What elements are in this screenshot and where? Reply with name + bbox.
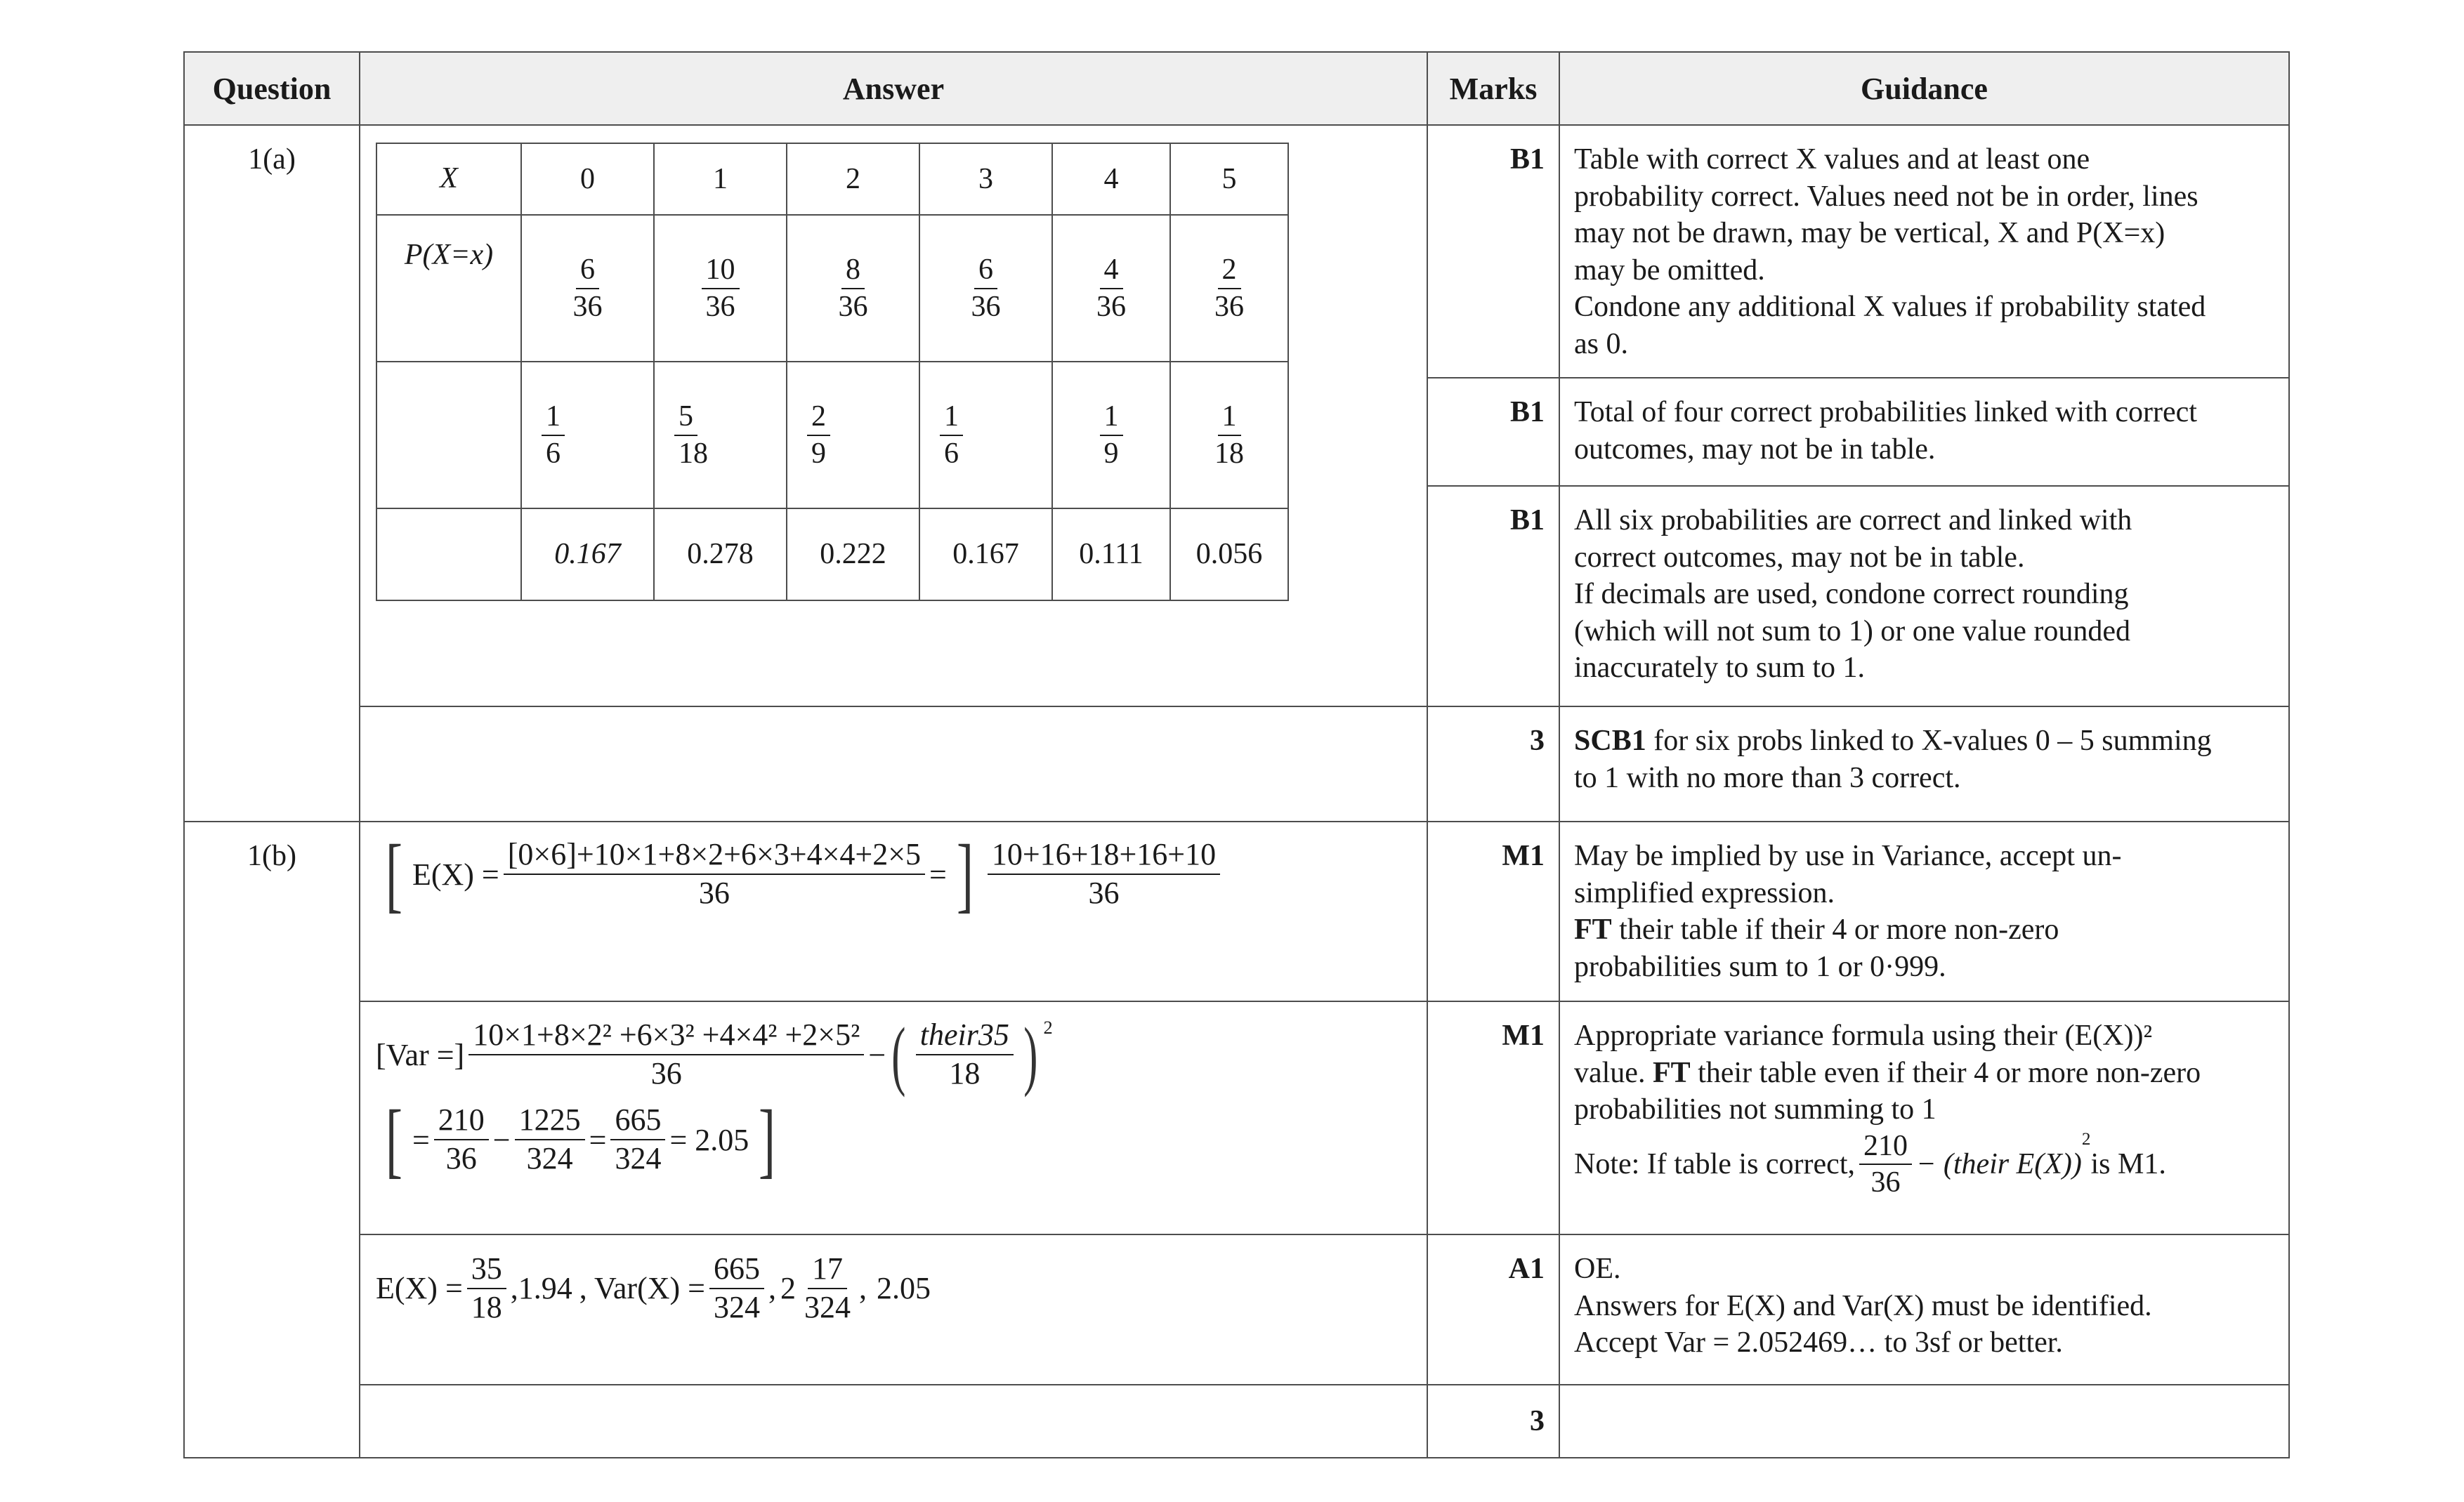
question-label-1a: 1(a) bbox=[184, 125, 360, 822]
question-label-1b: 1(b) bbox=[184, 822, 360, 1458]
decimal-cell: 0.111 bbox=[1052, 508, 1170, 600]
note-label: Note: If table is correct, bbox=[1574, 1147, 1855, 1180]
close-bracket: ] bbox=[956, 827, 974, 921]
numerator: 1 bbox=[1100, 399, 1123, 435]
decimal-cell: 0.278 bbox=[654, 508, 787, 600]
numerator: 2 bbox=[1218, 252, 1241, 289]
equals: = bbox=[589, 1122, 607, 1157]
prob-cell bbox=[654, 215, 787, 362]
prob-cell bbox=[1052, 215, 1170, 362]
guidance-1b-3 bbox=[1559, 1234, 2289, 1385]
mark-m1: M1 bbox=[1427, 1001, 1559, 1234]
guidance-line: as 0. bbox=[1574, 327, 1628, 360]
text: value. bbox=[1574, 1056, 1653, 1089]
ex-fraction bbox=[504, 836, 925, 912]
numerator: 35 bbox=[467, 1251, 506, 1289]
q1b-row-1 bbox=[184, 822, 2289, 1001]
prob-cell bbox=[521, 362, 654, 508]
var-expression bbox=[376, 1012, 1411, 1098]
ft-label: FT bbox=[1652, 1056, 1691, 1089]
guidance-line bbox=[1574, 723, 2274, 760]
prob-decimal-row bbox=[376, 508, 1288, 600]
guidance-line: Accept Var = 2.052469… to 3sf or better. bbox=[1574, 1326, 2063, 1359]
prob-cell bbox=[787, 362, 919, 508]
q1b-row-3 bbox=[184, 1234, 2289, 1385]
guidance-1b-1 bbox=[1559, 822, 2289, 1001]
numerator: 6 bbox=[576, 252, 599, 289]
ft-label: FT bbox=[1574, 914, 1612, 946]
numerator: 4 bbox=[1100, 252, 1123, 289]
prob-36-row bbox=[376, 215, 1288, 362]
var-result: = 2.05 bbox=[669, 1122, 749, 1157]
mark-b1: B1 bbox=[1427, 378, 1559, 486]
x-value: 3 bbox=[919, 143, 1052, 215]
comma: , bbox=[858, 1271, 867, 1306]
guidance-1a-4 bbox=[1559, 706, 2289, 822]
denominator: 324 bbox=[526, 1141, 573, 1175]
guidance-1a-1 bbox=[1559, 125, 2289, 378]
final-expression bbox=[376, 1251, 1411, 1326]
guidance-line: Total of four correct probabilities linked with correct bbox=[1574, 396, 2197, 428]
empty-guidance bbox=[1559, 1385, 2289, 1458]
guidance-line: correct outcomes, may not be in table. bbox=[1574, 541, 2025, 574]
open-paren: ( bbox=[891, 1012, 906, 1098]
denominator: 9 bbox=[1103, 437, 1119, 470]
p-label: P(X=x) bbox=[376, 215, 521, 362]
guidance-line: to 1 with no more than 3 correct. bbox=[1574, 761, 1961, 794]
mark-total: 3 bbox=[1427, 1385, 1559, 1458]
numerator: [0×6]+10×1+8×2+6×3+4×4+2×5 bbox=[504, 836, 925, 875]
denominator: 6 bbox=[944, 437, 959, 470]
numerator: 1 bbox=[542, 399, 565, 435]
prob-cell bbox=[1052, 362, 1170, 508]
mark-m1: M1 bbox=[1427, 822, 1559, 1001]
empty-answer bbox=[360, 706, 1427, 822]
x-row bbox=[376, 143, 1288, 215]
numerator: 210 bbox=[1859, 1128, 1912, 1165]
numerator: 210 bbox=[434, 1102, 489, 1140]
blank-label bbox=[376, 362, 521, 508]
fraction bbox=[515, 1102, 585, 1178]
x-value: 2 bbox=[787, 143, 919, 215]
denominator: 324 bbox=[804, 1289, 851, 1324]
numerator: 17 bbox=[808, 1251, 847, 1289]
denominator: 18 bbox=[949, 1056, 981, 1091]
denominator: 36 bbox=[1088, 876, 1120, 910]
denominator: 6 bbox=[546, 437, 561, 470]
denominator: 18 bbox=[679, 437, 708, 470]
denominator: 36 bbox=[838, 290, 868, 323]
mark-total: 3 bbox=[1427, 706, 1559, 822]
denominator: 9 bbox=[811, 437, 826, 470]
guidance-line: probability correct. Values need not be in order, lines bbox=[1574, 180, 2198, 213]
header-guidance: Guidance bbox=[1559, 52, 2289, 125]
numerator: 8 bbox=[841, 252, 865, 289]
header-answer: Answer bbox=[360, 52, 1427, 125]
prob-cell bbox=[521, 215, 654, 362]
denominator: 324 bbox=[713, 1289, 760, 1324]
minus: − bbox=[868, 1037, 886, 1072]
guidance-line: outcomes, may not be in table. bbox=[1574, 433, 1936, 466]
denominator: 36 bbox=[1870, 1166, 1901, 1199]
ex-decimal: ,1.94 bbox=[510, 1271, 572, 1306]
q1a-total-row bbox=[184, 706, 2289, 822]
q1b-row-2 bbox=[184, 1001, 2289, 1234]
var-fraction bbox=[468, 1017, 864, 1093]
scb1-label: SCB1 bbox=[1574, 725, 1646, 757]
numerator: 1 bbox=[940, 399, 963, 435]
decimal-cell: 0.222 bbox=[787, 508, 919, 600]
square: 2 bbox=[1043, 1017, 1053, 1038]
minus: − bbox=[492, 1122, 511, 1157]
header-row bbox=[184, 52, 2289, 125]
x-label: X bbox=[376, 143, 521, 215]
final-answer bbox=[360, 1234, 1427, 1385]
guidance-line: OE. bbox=[1574, 1253, 1621, 1285]
var-decimal: 2.05 bbox=[876, 1271, 931, 1306]
denominator: 36 bbox=[1096, 290, 1126, 323]
prob-cell bbox=[1170, 362, 1288, 508]
equals: = bbox=[929, 857, 947, 892]
prob-simplified-row bbox=[376, 362, 1288, 508]
numerator: 5 bbox=[674, 399, 697, 435]
guidance-line bbox=[1574, 1055, 2274, 1092]
numerator: 665 bbox=[709, 1251, 764, 1289]
guidance-line: All six probabilities are correct and linked with bbox=[1574, 504, 2132, 536]
numerator: 665 bbox=[610, 1102, 665, 1140]
note-end: is M1. bbox=[2090, 1147, 2166, 1180]
var-fraction bbox=[709, 1251, 764, 1326]
q1b-total-row bbox=[184, 1385, 2289, 1458]
guidance-line: Appropriate variance formula using their (E(X))² bbox=[1574, 1020, 2153, 1052]
mixed-fraction bbox=[800, 1251, 855, 1326]
numerator: 1225 bbox=[515, 1102, 585, 1140]
open-bracket: [ bbox=[385, 1093, 402, 1186]
denominator: 18 bbox=[1214, 437, 1244, 470]
ex-fraction-2 bbox=[988, 836, 1220, 912]
guidance-line: (which will not sum to 1) or one value rounded bbox=[1574, 614, 2131, 647]
denominator: 36 bbox=[572, 290, 603, 323]
ex-fraction bbox=[467, 1251, 506, 1326]
fraction bbox=[434, 1102, 489, 1178]
guidance-1a-2 bbox=[1559, 378, 2289, 486]
denominator: 36 bbox=[705, 290, 735, 323]
var-label: , Var(X) = bbox=[579, 1271, 705, 1306]
denominator: 36 bbox=[650, 1056, 682, 1091]
var-line-2 bbox=[376, 1093, 1411, 1186]
header-marks: Marks bbox=[1427, 52, 1559, 125]
x-value: 5 bbox=[1170, 143, 1288, 215]
guidance-line: may not be drawn, may be vertical, X and P(X=x) bbox=[1574, 217, 2165, 249]
q1a-answer bbox=[360, 125, 1427, 706]
guidance-line: Condone any additional X values if probability stated bbox=[1574, 291, 2206, 323]
prob-cell bbox=[654, 362, 787, 508]
scb1-text: for six probs linked to X-values 0 – 5 summing bbox=[1646, 725, 2212, 757]
fraction bbox=[610, 1102, 665, 1178]
ex-lhs: E(X) = bbox=[412, 857, 499, 892]
probability-table bbox=[376, 143, 1289, 601]
mark-scheme-table bbox=[183, 51, 2290, 1458]
denominator: 36 bbox=[445, 1141, 477, 1175]
note-their: − (their E(X)) bbox=[1915, 1147, 2082, 1180]
denominator: 36 bbox=[698, 876, 730, 910]
numerator: 10×1+8×2² +6×3² +4×4² +2×5² bbox=[468, 1017, 864, 1055]
prob-cell bbox=[919, 362, 1052, 508]
guidance-line: Answers for E(X) and Var(X) must be identified. bbox=[1574, 1289, 2152, 1322]
x-value: 1 bbox=[654, 143, 787, 215]
their-fraction bbox=[916, 1017, 1014, 1093]
ex-expression bbox=[376, 827, 1411, 921]
guidance-line: probabilities not summing to 1 bbox=[1574, 1093, 1937, 1126]
numerator: 10+16+18+16+10 bbox=[988, 836, 1220, 875]
mark-a1: A1 bbox=[1427, 1234, 1559, 1385]
decimal-cell: 0.167 bbox=[919, 508, 1052, 600]
numerator: 2 bbox=[807, 399, 830, 435]
decimal-cell: 0.056 bbox=[1170, 508, 1288, 600]
mark-b1: B1 bbox=[1427, 125, 1559, 378]
guidance-1a-3 bbox=[1559, 486, 2289, 706]
decimal-cell: 0.167 bbox=[521, 508, 654, 600]
equals: = bbox=[412, 1122, 430, 1157]
prob-cell bbox=[1170, 215, 1288, 362]
guidance-line: If decimals are used, condone correct rounding bbox=[1574, 578, 2129, 610]
denominator: 36 bbox=[1214, 290, 1244, 323]
denominator: 18 bbox=[471, 1289, 502, 1324]
x-value: 4 bbox=[1052, 143, 1170, 215]
numerator: 1 bbox=[1218, 399, 1241, 435]
var-lhs: [Var =] bbox=[376, 1037, 465, 1072]
guidance-note: Note: If table is correct, $\frac{210}{36}$ − (their E(X)) $^2$ is M1. bbox=[1574, 1128, 2274, 1201]
prob-cell bbox=[919, 215, 1052, 362]
guidance-line: inaccurately to sum to 1. bbox=[1574, 652, 1866, 684]
numerator: 6 bbox=[974, 252, 997, 289]
guidance-line: probabilities sum to 1 or 0·999. bbox=[1574, 950, 1946, 983]
guidance-line: may be omitted. bbox=[1574, 253, 1765, 286]
note-fraction bbox=[1859, 1128, 1912, 1201]
guidance-line: May be implied by use in Variance, accept un- bbox=[1574, 840, 2122, 872]
ft-text: their table if their 4 or more non-zero bbox=[1611, 914, 2059, 946]
guidance-line: Table with correct X values and at least one bbox=[1574, 143, 2090, 176]
mark-b1: B1 bbox=[1427, 486, 1559, 706]
guidance-line bbox=[1574, 911, 2274, 949]
numerator: their35 bbox=[916, 1017, 1014, 1055]
numerator: 10 bbox=[702, 252, 740, 289]
prob-cell bbox=[787, 215, 919, 362]
guidance-1b-2 bbox=[1559, 1001, 2289, 1234]
var-answer bbox=[360, 1001, 1427, 1234]
mixed-whole: 2 bbox=[780, 1271, 796, 1306]
comma: , bbox=[768, 1271, 776, 1306]
text: their table even if their 4 or more non-zero bbox=[1690, 1056, 2201, 1089]
denominator: 36 bbox=[971, 290, 1001, 323]
open-bracket: [ bbox=[385, 827, 402, 921]
close-paren: ) bbox=[1023, 1012, 1038, 1098]
empty-answer bbox=[360, 1385, 1427, 1458]
close-bracket: ] bbox=[759, 1093, 776, 1186]
header-question: Question bbox=[184, 52, 360, 125]
ex-answer bbox=[360, 822, 1427, 1001]
ex-label: E(X) = bbox=[376, 1271, 463, 1306]
x-value: 0 bbox=[521, 143, 654, 215]
blank-label bbox=[376, 508, 521, 600]
guidance-line: simplified expression. bbox=[1574, 876, 1835, 909]
q1a-row-1 bbox=[184, 125, 2289, 378]
denominator: 324 bbox=[615, 1141, 662, 1175]
